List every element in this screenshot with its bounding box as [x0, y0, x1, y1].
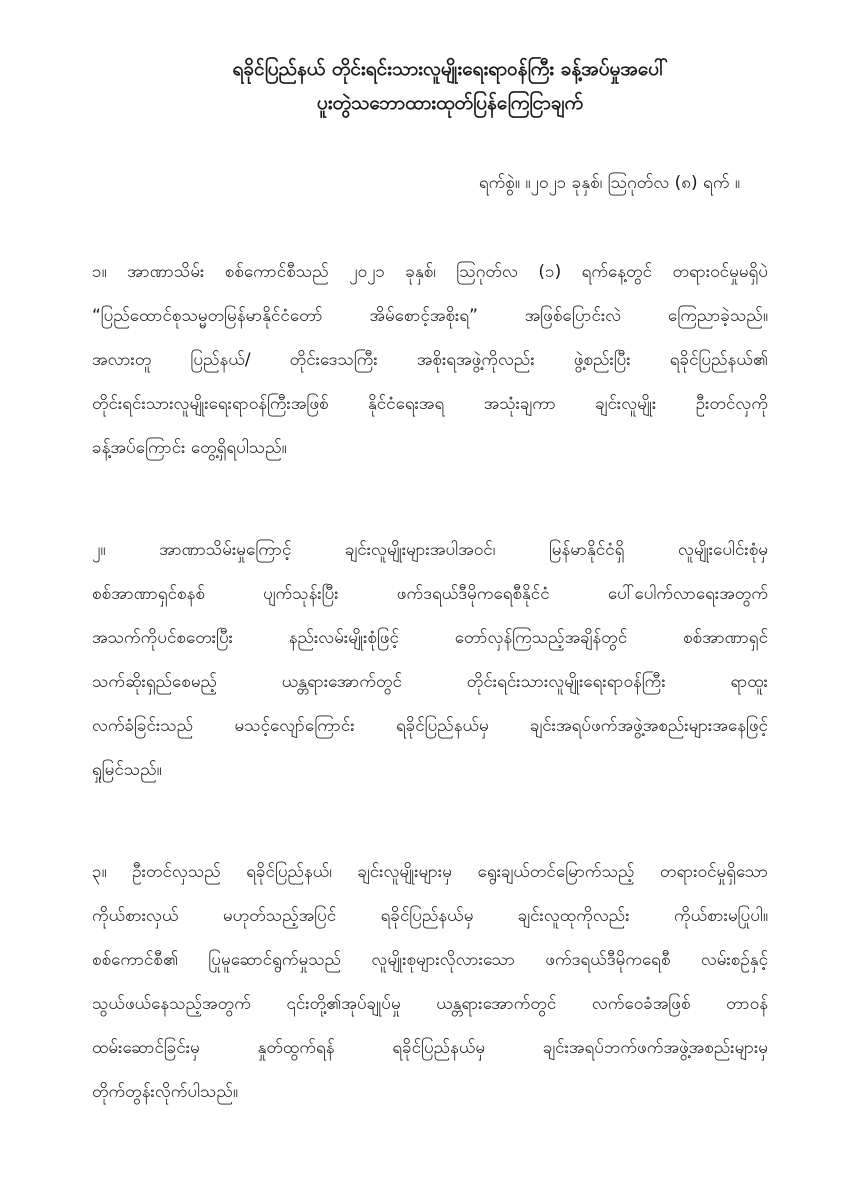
statement-date: ရက်စွဲ။ ။၂၀၂၁ ခုနှစ်၊ ဩဂုတ်လ (၈) ရက် ။ [478, 173, 740, 193]
paragraph-line: လက်ခံခြင်းသည် မသင့်လျော်ကြောင်း ရခိုင်ပြည်နယ်မှ ချင်းအရပ်ဖက်အဖွဲ့အစည်းများအနေဖြင့် [92, 716, 768, 736]
paragraph-line: စစ်အာဏာရှင်စနစ် ပျက်သုန်းပြီး ဖက်ဒရယ်ဒီမိုကရေစီနိုင်ငံ ပေါ်ပေါက်လာရေးအတွက် [92, 584, 768, 604]
paragraph-line: တိုက်တွန်းလိုက်ပါသည်။ [92, 1082, 239, 1102]
paragraph-line: သက်ဆိုးရှည်စေမည့် ယန္တရားအောက်တွင် တိုင်းရင်းသားလူမျိုးရေးရာဝန်ကြီး ရာထူး [92, 672, 768, 692]
title-line-1: ရခိုင်ပြည်နယ် တိုင်းရင်းသားလူမျိုးရေးရာဝန်ကြီး ခန့်အပ်မှုအပေါ် [232, 58, 668, 80]
title-line-2: ပူးတွဲသဘောထားထုတ်ပြန်ကြေငြာချက် [316, 92, 584, 114]
paragraph-line: ၂။ အာဏာသိမ်းမှုကြောင့် ချင်းလူမျိုးများအပါအဝင်၊ မြန်မာနိုင်ငံရှိ လူမျိုးပေါင်းစုံမှ [92, 540, 768, 560]
paragraph-line: စစ်ကောင်စီ၏ ပြုမူဆောင်ရွက်မှုသည် လူမျိုးစုများလိုလားသော ဖက်ဒရယ်ဒီမိုကရေစီ လမ်းစဉ်နှင့် [92, 950, 768, 970]
paragraph-2 [92, 528, 768, 792]
paragraph-line: ထမ်းဆောင်ခြင်းမှ နှုတ်ထွက်ရန် ရခိုင်ပြည်နယ်မှ ချင်းအရပ်ဘက်ဖက်အဖွဲ့အစည်းများမှ [92, 1038, 768, 1058]
paragraph-3 [92, 850, 768, 1114]
paragraph-line: “ပြည်ထောင်စုသမ္မတမြန်မာနိုင်ငံတော် အိမ်စောင့်အစိုးရ” အဖြစ်ပြောင်းလဲ ကြေညာခဲ့သည်။ [92, 306, 768, 326]
paragraph-line: ခန့်အပ်ကြောင်း တွေ့ရှိရပါသည်။ [92, 438, 287, 458]
paragraph-line: အလားတူ ပြည်နယ်/ တိုင်းဒေသကြီး အစိုးရအဖွဲ့ကိုလည်း ဖွဲ့စည်းပြီး ရခိုင်ပြည်နယ်၏ [92, 350, 768, 370]
paragraph-line: ရှုမြင်သည်။ [92, 760, 162, 780]
paragraph-line: သွယ်ဖယ်နေသည့်အတွက် ၎င်းတို့၏အုပ်ချုပ်မှု ယန္တရားအောက်တွင် လက်ဝေခံအဖြစ် တာဝန် [92, 994, 768, 1014]
paragraph-line: ကိုယ်စားလှယ် မဟုတ်သည့်အပြင် ရခိုင်ပြည်နယ်မှ ချင်းလူထုကိုလည်း ကိုယ်စားမပြုပါ။ [92, 906, 768, 926]
paragraph-line: အသက်ကိုပင်စတေးပြီး နည်းလမ်းမျိုးစုံဖြင့် တော်လှန်ကြသည့်အချိန်တွင် စစ်အာဏာရှင် [92, 628, 768, 648]
statement-title [132, 52, 768, 120]
paragraph-line: ၃။ ဦးတင်လှသည် ရခိုင်ပြည်နယ်၊ ချင်းလူမျိုးများမှ ရွေးချယ်တင်မြောက်သည့် တရားဝင်မှုရှိသော [92, 862, 768, 882]
paragraph-line: တိုင်းရင်းသားလူမျိုးရေးရာဝန်ကြီးအဖြစ် နိုင်ငံရေးအရ အသုံးချကာ ချင်းလူမျိုး ဦးတင်လှကို [92, 394, 768, 414]
paragraph-1 [92, 250, 768, 470]
paragraph-line: ၁။ အာဏာသိမ်း စစ်ကောင်စီသည် ၂၀၂၁ ခုနှစ်၊ ဩဂုတ်လ (၁) ရက်နေ့တွင် တရားဝင်မှုမရှိပဲ [92, 262, 768, 282]
